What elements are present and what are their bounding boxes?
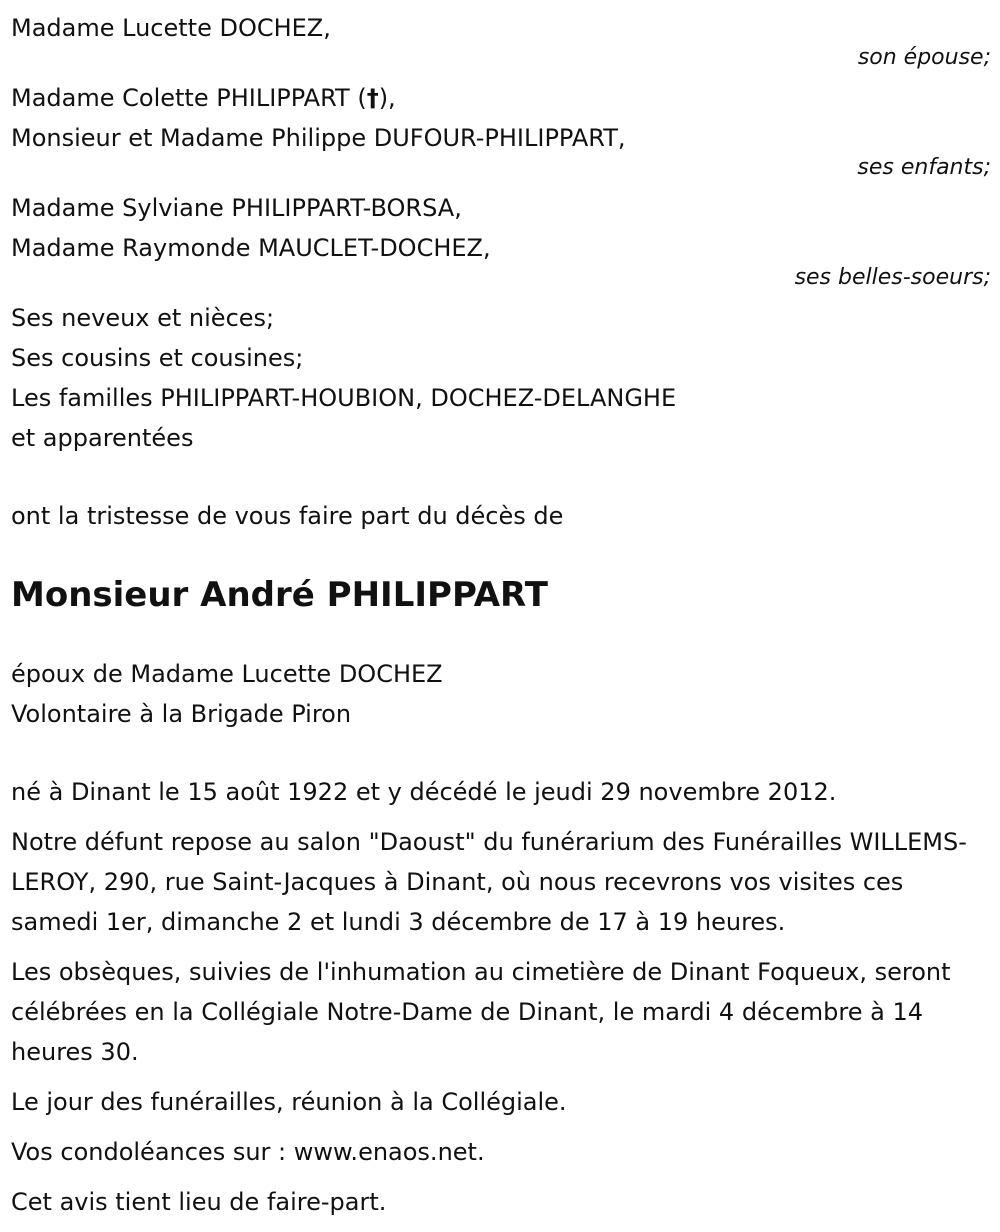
other-relatives-group: [11, 298, 991, 458]
funeral-paragraph: Les obsèques, suivies de l'inhumation au cimetière de Dinant Foqueux, seront célébrées en la Collégiale Notre-Dame de Dinant, le mardi 4 décembre à 14 heures 30.: [11, 958, 951, 1066]
notice-paragraph: Cet avis tient lieu de faire-part.: [11, 1188, 387, 1216]
spouse-group: [11, 8, 991, 70]
deceased-detail: Volontaire à la Brigade Piron: [11, 700, 352, 728]
sisters-in-law-role: ses belles-soeurs;: [794, 265, 991, 290]
relatives-line: Les familles PHILIPPART-HOUBION, DOCHEZ-DELANGHE: [11, 384, 677, 412]
child-name: Monsieur et Madame Philippe DUFOUR-PHILIPPART,: [11, 124, 626, 152]
announcement-text: ont la tristesse de vous faire part du décès de: [11, 502, 564, 530]
child-name-suffix: ),: [378, 84, 396, 112]
deceased-name: Monsieur André PHILIPPART: [11, 575, 548, 615]
spouse-name: Madame Lucette DOCHEZ,: [11, 14, 331, 42]
sister-in-law-name: Madame Raymonde MAUCLET-DOCHEZ,: [11, 234, 491, 262]
gathering-paragraph: Le jour des funérailles, réunion à la Collégiale.: [11, 1088, 567, 1116]
sister-in-law-name: Madame Sylviane PHILIPPART-BORSA,: [11, 194, 462, 222]
condolences-paragraph: Vos condoléances sur : www.enaos.net.: [11, 1138, 485, 1166]
visitation-paragraph: Notre défunt repose au salon "Daoust" du funérarium des Funérailles WILLEMS-LEROY, 290, rue Saint-Jacques à Dinant, où nous recevrons vos visites ces samedi 1er, dimanche 2 et lundi 3 décembre de 17 à 19 heures.: [11, 828, 967, 936]
birth-death-paragraph: né à Dinant le 15 août 1922 et y décédé le jeudi 29 novembre 2012.: [11, 778, 837, 806]
child-name-text: Madame Colette PHILIPPART (: [11, 84, 367, 112]
relatives-line: et apparentées: [11, 424, 194, 452]
obituary-notice: [11, 8, 991, 1232]
deceased-details: [11, 654, 991, 734]
spouse-role: son épouse;: [857, 45, 991, 70]
child-name: [11, 78, 991, 118]
cross-icon: †: [366, 84, 379, 112]
children-role: ses enfants;: [857, 155, 991, 180]
relatives-line: Ses cousins et cousines;: [11, 344, 304, 372]
sisters-in-law-group: [11, 188, 991, 290]
deceased-detail: époux de Madame Lucette DOCHEZ: [11, 660, 443, 688]
relatives-line: Ses neveux et nièces;: [11, 304, 275, 332]
children-group: [11, 78, 991, 180]
